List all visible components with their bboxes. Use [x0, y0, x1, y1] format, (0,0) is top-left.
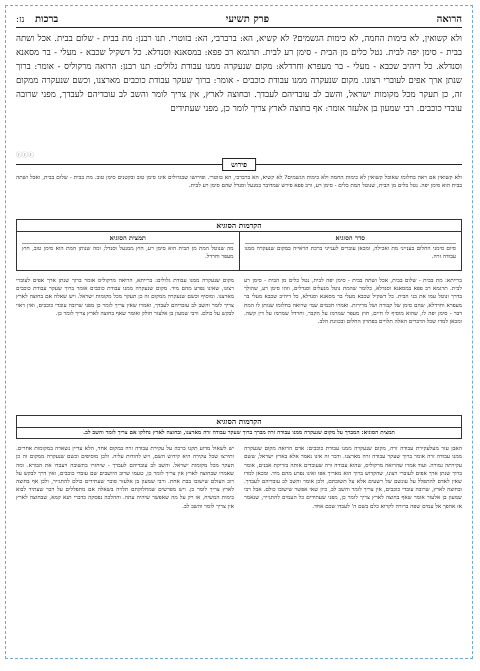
- intro-col-left-text: מה שנוטל המת מן הבית הוא סימן רע, חוץ ממנעל וסנדל; ומה שנותן המת הוא סימן טוב, חוץ מעפר וחרדל.: [22, 246, 234, 261]
- commentary-2-right: האבן עזר מעלעקירת עבודה זרה, מקום שנעקרה ממנו עבודת כוכבים: אדם הרואה מקום שנעקרה ממנו עבודה זרה אומר ברוך שעקר עבודה זרה מארצנו. ודבר זה אינו נאמר אלא בארץ ישראל, ששם עקירתה גמורה. ועוד אמרו שהרואה מרקוליס, שהוא עבודה זרה שעובדים אותה בזריקת אבנים, אומר ברוך שנתן ארך אפים לעוברי רצונו, שהקדוש ברוך הוא מאריך אפו ואינו נפרע מהם מיד. ומכאן למדו שאין לאדם להתפלל על עונשם של רשעים אלא על תשובתם, ולכן אומר והשב לב עובדיהם לעבדך. ובחוצה לארץ, שרובה עובדי כוכבים, אין צריך לומר והשב לב, כיון שאי אפשר שישובו כולם. אבל רבי שמעון בן אלעזר אומר שאף בחוצה לארץ צריך לומר כן, מפני שעתידים כל העמים להתגייר, שנאמר אז אהפך אל עמים שפה ברורה לקרוא כלם בשם ה' לעבדו שכם אחד.: [244, 446, 462, 510]
- peirush-text: ולא קשואין אם ראה בחלומו שאוכל קשואין לא כימות החמה ולא כימות הגשמים? לא קשיא, הא ברברבי, הא בזוטרי. ופירושו שבגדולים אינו סימן טוב ובקטנים סימן טוב. מת בבית - שלום בבית, ואכל ושתה בבית הוא סימן יפה. נטל כלים מן הבית, שנוטל המת כלים - סימן רע, ורב פפא פירש שמדובר במנעל וסנדל שהם סימן רע לבית.: [16, 175, 462, 190]
- intro-col-right-text: סיום סימני החלום בענייני מת ואכילה, ומכאן עוברים לענייני ברכת הראייה במקום שנעקרה ממנו עבודה זרה.: [244, 246, 456, 261]
- commentary-block-1: [16, 277, 462, 409]
- section-banner: הקדמות הסוגיא: [16, 415, 462, 428]
- intro-col-left: [17, 232, 240, 270]
- margin-mark: ⓒⓒⓒ: [16, 152, 35, 159]
- commentary-1-right: ברייתא: מת בבית - שלום בבית, אכל ושתה בבית - סימן יפה לבית, נטל כלים מן הבית - סימן רע לבית. תרגמא רב פפא במסאנא וסנדלא, כלומר שהמת נוטל מנעלים וסנדלים, וזהו סימן רע, שהולך בדרך ונוטל עמו את בני הבית. כל דשקיל שכבא מעלי בר מסאנא וסנדלא, כל דיהיב שכבא מעלי בר מעפרא וחרדלא, שהם סימן של קבורה ושל מרירות. ואמרו חכמים שמי שרואה בחלומו שנותן לו המת דבר - סימן יפה לו, שהוא מוסיף לו חיים, חוץ מעפר שמרמז על הקבר, וחרדל שמרמז על דין קשה. ומכאן למדו שכל הדברים האלה תלויים בפתרון החלום ובכוונת הלב.: [244, 278, 462, 326]
- intro-box: [16, 219, 462, 271]
- peirush-title: פירוש: [222, 158, 256, 171]
- header-chapter-name: הרואה: [436, 14, 462, 25]
- intro-col-right: [240, 232, 462, 270]
- intro-box-title: הקדמות הסוגיא: [17, 220, 461, 232]
- page-content: [16, 14, 462, 652]
- page: [5, 5, 473, 659]
- peirush-divider: [16, 160, 462, 169]
- commentary-block-2: [16, 445, 462, 641]
- header-tractate: ברכות נז:: [16, 14, 59, 25]
- intro-col-right-title: סדר הסוגיא: [245, 234, 457, 244]
- intro-col-left-title: תמצית הסוגיא: [22, 234, 234, 244]
- intro-columns: [17, 232, 461, 270]
- page-number: נז:: [16, 15, 25, 25]
- header-chapter-number: פרק תשיעי: [225, 14, 270, 25]
- section-banner-summary: תמצית הסוגיא: המברך על מקום שנעקרה ממנו עבודה זרה מברך ברוך שעקר עבודה זרה מארצנו, ובחוצה לארץ נחלקו אם צריך לומר והשב לב.: [16, 428, 462, 439]
- commentary-1-left: מקום שנעקרה ממנו עבודת גלולים: ברייתא, הרואה מרקוליס אומר ברוך שנתן ארך אפים לעוברי רצונו, שאינו נפרע מהם מיד. מקום שנעקרה ממנו עבודת כוכבים אומר ברוך שעקר עבודת כוכבים מארצנו. ומוסיף וכשם שנעקרה ממקום זה כן תעקר מכל מקומות ישראל. ויש שאלה אם בחוצה לארץ צריך לומר והשב לב עובדיהם לעבדך, ואמרו שאין צריך לומר כן מפני שרובה עובדי כוכבים, ואין ראוי לבקש על כולם. ורבי שמעון בן אלעזר חולק ואומר שאף בחוצה לארץ צריך לומר כן.: [16, 278, 234, 317]
- page-header: [16, 14, 462, 28]
- commentary-2-left: יש לשאול מדוע תקנו ברכה על עקירת עבודה זרה במקום אחד, הלא עדיין נשארה במקומות אחרים. ותירצו שכל עקירה היא קידוש השם, ויש להודות עליה. ולכן מוסיפים וכשם שנעקרה ממקום זה כן תעקר מכל מקומות ישראל. והשב לב עובדיהם לעבדך - שיחזרו בתשובה ויעבדו את הבורא. ומה שאמרו שבחוצה לארץ אין צריך לומר כן, טעמו שרוב היושבים שם עובדי כוכבים, ואין דרך לבקש על רוב העולם שישובו בבת אחת. ורבי שמעון בן אלעזר סובר שעתידים כולם להתגייר, ולכן אף בחוצה לארץ צריך לומר כן. ויש מפרשים שמחלוקתם תלויה בשאלה אם מתפללים על דבר שעתיד לבוא בימות המשיח, או רק על מה שאפשר שיהיה עתה. וההלכה נפסקה כדברי תנא קמא, שבחוצה לארץ אין צריך לומר והשב לב.: [16, 446, 234, 510]
- gemara-text: ולא קשואין, לא כימות החמה, לא כימות הגשמים? לא קשיא, הא: ברברבי, הא: בזוטרי. תנו רבנן: מת בבית - שלום בבית. אכל ושתה בבית - סימן יפה לבית. נטל כלים מן הבית - סימן רע לבית. תרגמא רב פפא: במסאנא וסנדלא. כל דשקיל שכבא - מעלי - בר מסאנא וסנדלא. כל דיהיב שכבא - מעלי - בר מעפרא וחרדלא: מקום שנעקרה ממנו עבודת גלולים: תנו רבנן: הרואה מרקוליס - אומר: ברוך שנתן ארך אפים לעוברי רצונו. מקום שנעקרה ממנו עבודת כוכבים - אומר: ברוך שעקר עבודת כוכבים מארצנו, וכשם שנעקרה ממקום זה, כן תעקר מכל מקומות ישראל, והשב לב עובדיהם לעבדך. ובחוצה לארץ, אין צריך לומר והשב לב עובדיהם לעבדך, מפני שרובה עובדי כוכבים. רבי שמעון בן אלעזר אומר: אף בחוצה לארץ צריך לומר כן, מפני שעתידים: [16, 34, 462, 114]
